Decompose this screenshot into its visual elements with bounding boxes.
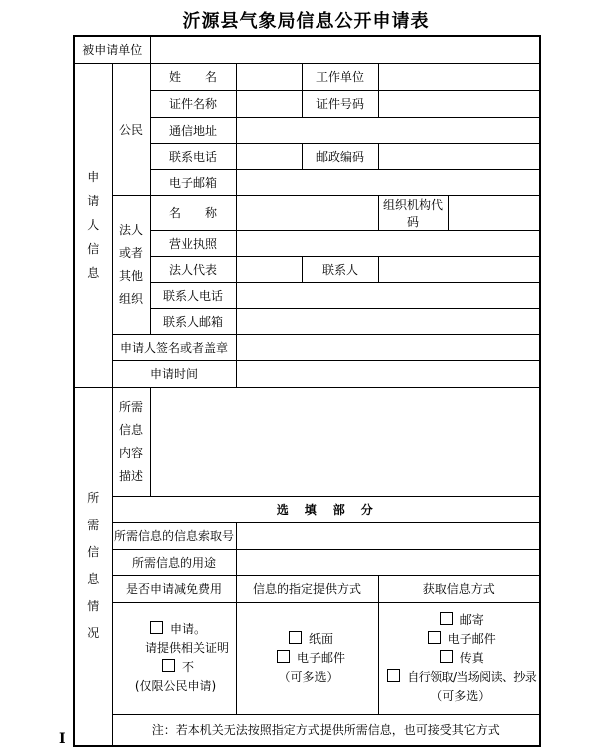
license-input[interactable] — [236, 230, 540, 256]
work-unit-input[interactable] — [378, 63, 540, 90]
optional-part-header: 选 填 部 分 — [112, 496, 540, 522]
legal-rep-input[interactable] — [236, 256, 302, 282]
applicant-section-cell — [74, 63, 112, 387]
contact-phone-input[interactable] — [236, 282, 540, 308]
contact-label: 联系人 — [302, 256, 378, 282]
obtain-fax-option — [379, 649, 540, 668]
email-label: 电子邮箱 — [150, 169, 236, 195]
footnote: 注：若本机关无法按照指定方式提供所需信息，也可接受其它方式 — [112, 714, 540, 746]
fee-apply-label: 申请。 — [170, 622, 207, 636]
signature-label: 申请人签名或者盖章 — [112, 334, 236, 360]
index-no-label: 所需信息的信息索取号 — [112, 522, 236, 549]
content-desc-label-text: 所需信息内容描述 — [118, 399, 143, 483]
obtain-mail-checkbox[interactable] — [440, 612, 453, 625]
license-label: 营业执照 — [150, 230, 236, 256]
phone-label: 联系电话 — [150, 143, 236, 169]
org-code-label: 组织机构代码 — [378, 195, 448, 230]
name-input[interactable] — [236, 63, 302, 90]
obtain-fax-checkbox[interactable] — [440, 650, 453, 663]
obtain-email-option — [379, 630, 540, 649]
fee-waiver-header: 是否申请减免费用 — [112, 575, 236, 602]
provide-paper-option — [237, 630, 378, 649]
fee-apply-checkbox[interactable] — [150, 621, 163, 634]
applied-unit-label: 被申请单位 — [74, 36, 150, 63]
org-code-input[interactable] — [448, 195, 540, 230]
signature-input[interactable] — [236, 334, 540, 360]
obtain-method-options-cell — [378, 602, 540, 714]
fee-apply-proof-note: 请提供相关证明 — [145, 641, 230, 655]
required-info-section-cell — [74, 387, 112, 746]
content-desc-input[interactable] — [150, 387, 540, 496]
provide-method-note: （可多选） — [278, 669, 339, 684]
legal-org-group-label: 法人或者其他组织 — [118, 222, 143, 306]
cert-name-input[interactable] — [236, 90, 302, 117]
obtain-pickup-option — [379, 668, 540, 687]
org-name-input[interactable] — [236, 195, 378, 230]
obtain-mail-label: 邮寄 — [459, 612, 484, 627]
citizen-group-label: 公民 — [119, 122, 144, 137]
cert-no-input[interactable] — [378, 90, 540, 117]
fee-no-option — [113, 658, 236, 677]
application-form-table — [73, 35, 541, 747]
contact-input[interactable] — [378, 256, 540, 282]
provide-email-option — [237, 649, 378, 668]
legal-org-group-cell — [112, 195, 150, 334]
content-desc-label — [112, 387, 150, 496]
email-input[interactable] — [236, 169, 540, 195]
work-unit-label: 工作单位 — [302, 63, 378, 90]
provide-paper-checkbox[interactable] — [289, 631, 302, 644]
fee-no-label: 不 — [182, 660, 195, 674]
applicant-section-label: 申请人信息 — [87, 170, 100, 280]
cert-no-label: 证件号码 — [302, 90, 378, 117]
address-input[interactable] — [236, 117, 540, 143]
obtain-method-header: 获取信息方式 — [378, 575, 540, 602]
address-label: 通信地址 — [150, 117, 236, 143]
fee-no-checkbox[interactable] — [162, 659, 175, 672]
fee-apply-option — [113, 620, 236, 639]
legal-rep-label: 法人代表 — [150, 256, 236, 282]
name-label: 姓 名 — [150, 63, 236, 90]
obtain-pickup-label: 自行领取/当场阅读、抄录 — [407, 669, 537, 684]
contact-email-label: 联系人邮箱 — [150, 308, 236, 334]
applied-unit-input[interactable] — [150, 36, 540, 63]
obtain-fax-label: 传真 — [459, 650, 484, 665]
purpose-label: 所需信息的用途 — [112, 549, 236, 575]
apply-time-input[interactable] — [236, 360, 540, 387]
provide-email-checkbox[interactable] — [277, 650, 290, 663]
provide-method-options-cell — [236, 602, 378, 714]
postcode-label: 邮政编码 — [302, 143, 378, 169]
phone-input[interactable] — [236, 143, 302, 169]
provide-method-header: 信息的指定提供方式 — [236, 575, 378, 602]
obtain-pickup-checkbox[interactable] — [387, 669, 400, 682]
page-title: 沂源县气象局信息公开申请表 — [182, 11, 430, 32]
obtain-mail-option — [379, 611, 540, 630]
provide-paper-label: 纸面 — [309, 631, 334, 646]
fee-waiver-note: (仅限公民申请) — [134, 679, 217, 693]
obtain-email-label: 电子邮件 — [447, 631, 496, 646]
cert-name-label: 证件名称 — [150, 90, 236, 117]
obtain-email-checkbox[interactable] — [428, 631, 441, 644]
obtain-method-note: （可多选） — [430, 688, 491, 703]
purpose-input[interactable] — [236, 549, 540, 575]
provide-email-label: 电子邮件 — [297, 650, 346, 665]
org-name-label: 名 称 — [150, 195, 236, 230]
fee-waiver-options-cell — [112, 602, 236, 714]
index-no-input[interactable] — [236, 522, 540, 549]
required-info-section-label: 所需信息情况 — [87, 491, 100, 641]
text-cursor-mark: I — [59, 731, 66, 747]
postcode-input[interactable] — [378, 143, 540, 169]
contact-phone-label: 联系人电话 — [150, 282, 236, 308]
apply-time-label: 申请时间 — [112, 360, 236, 387]
citizen-group-cell — [112, 63, 150, 195]
contact-email-input[interactable] — [236, 308, 540, 334]
